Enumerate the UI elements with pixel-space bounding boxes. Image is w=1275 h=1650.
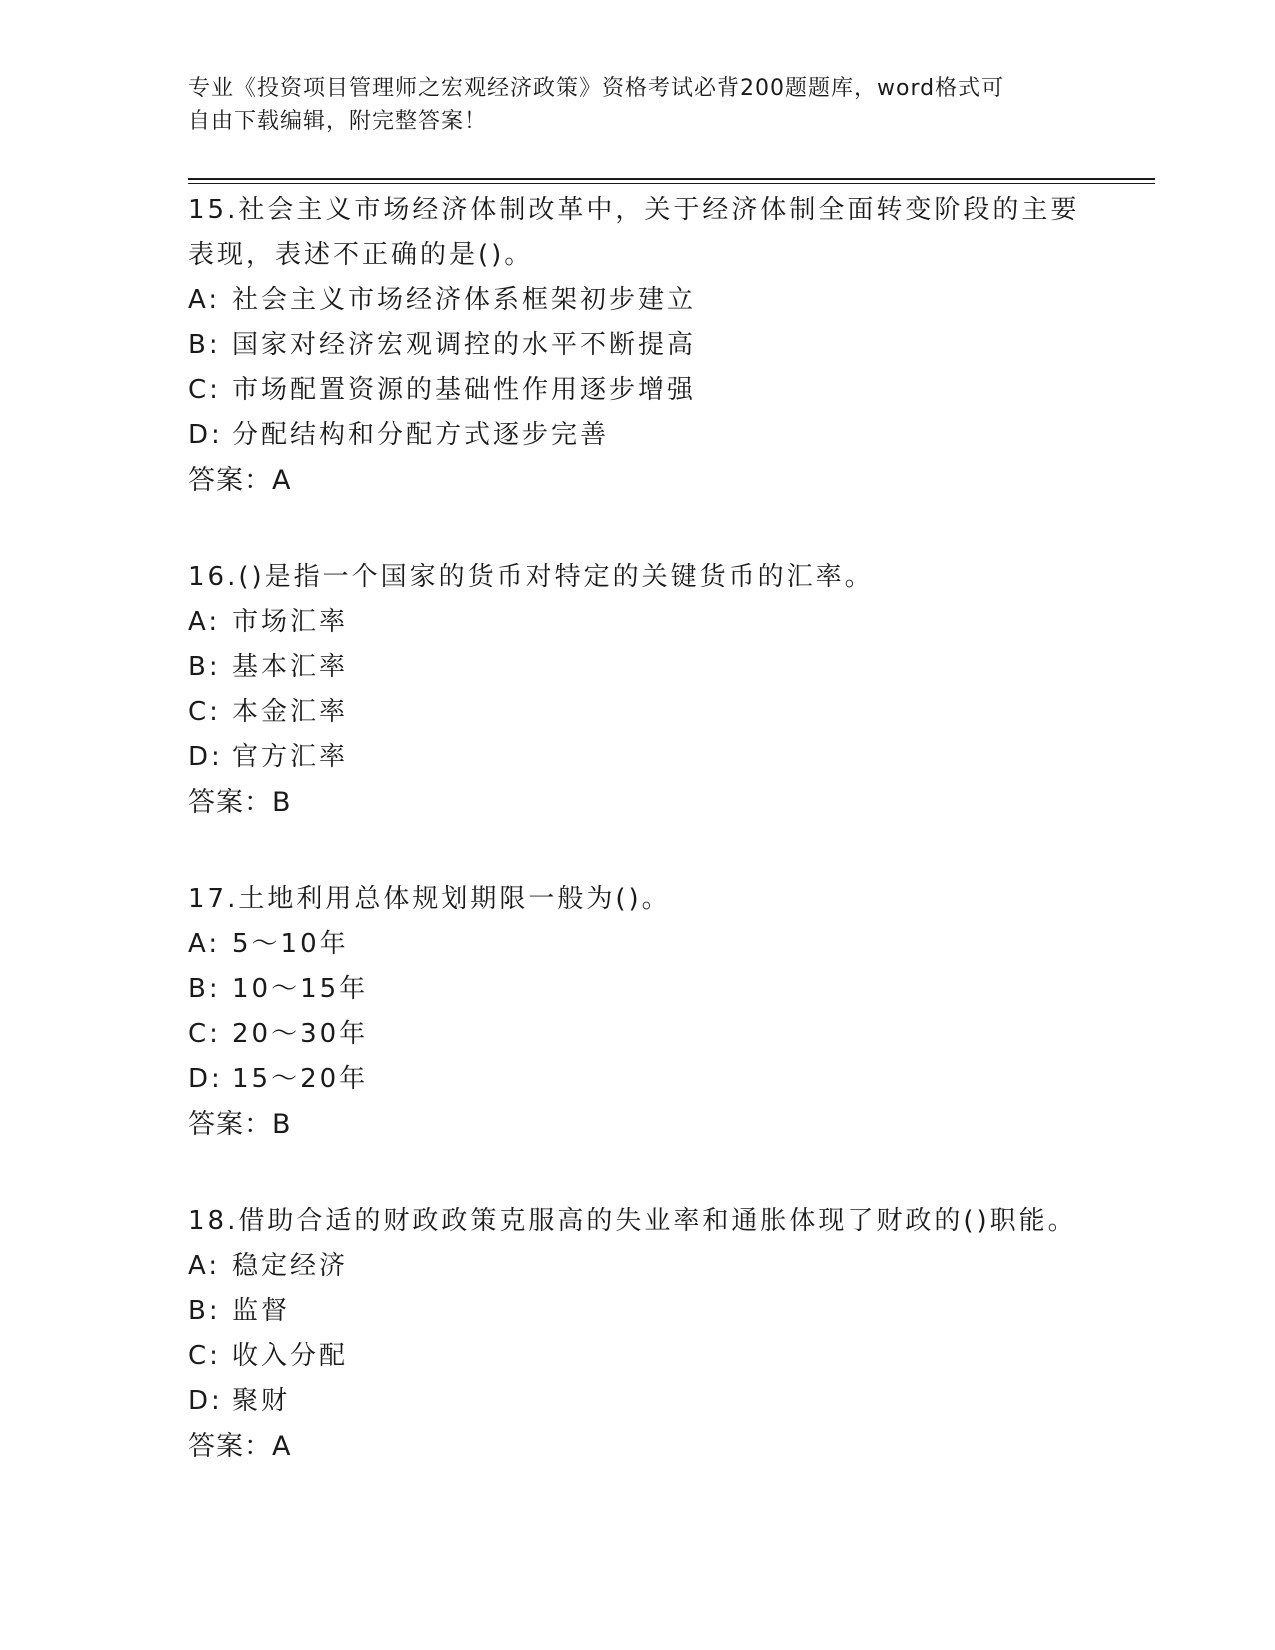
option-text: 市场配置资源的基础性作用逐步增强	[232, 375, 697, 405]
answer-value: A	[272, 1431, 292, 1462]
option-text: 20～30年	[232, 1019, 369, 1049]
answer-option	[188, 690, 1118, 735]
option-text: 监督	[232, 1296, 291, 1326]
header-divider-thin	[188, 183, 1155, 184]
answer-line	[188, 1424, 1118, 1469]
answer-value: A	[272, 465, 292, 496]
option-key: C:	[188, 375, 221, 405]
option-key: A:	[188, 929, 221, 959]
header-line-2: 自由下载编辑，附完整答案！	[188, 109, 488, 134]
answer-label: 答案：	[188, 787, 272, 818]
answer-label: 答案：	[188, 1431, 272, 1462]
option-key: B:	[188, 330, 221, 360]
question-item	[188, 555, 1118, 825]
option-key: B:	[188, 1296, 221, 1326]
answer-line	[188, 458, 1118, 503]
answer-value: B	[272, 787, 292, 818]
question-item	[188, 188, 1118, 503]
question-text: 17.土地利用总体规划期限一般为()。	[188, 884, 671, 914]
option-key: A:	[188, 607, 221, 637]
answer-option	[188, 1244, 1118, 1289]
answer-option	[188, 413, 1118, 458]
question-text: 15.社会主义市场经济体制改革中，关于经济体制全面转变阶段的主要	[188, 195, 1080, 225]
option-key: B:	[188, 974, 221, 1004]
option-key: A:	[188, 1251, 221, 1281]
option-text: 聚财	[232, 1386, 291, 1416]
option-key: D:	[188, 1064, 223, 1094]
answer-line	[188, 780, 1118, 825]
answer-label: 答案：	[188, 465, 272, 496]
document-header	[188, 72, 1068, 138]
option-text: 分配结构和分配方式逐步完善	[232, 420, 610, 450]
option-text: 5～10年	[232, 929, 349, 959]
header-line-1: 专业《投资项目管理师之宏观经济政策》资格考试必背200题题库，word格式可	[188, 76, 1005, 101]
answer-option	[188, 1334, 1118, 1379]
answer-option	[188, 600, 1118, 645]
option-text: 收入分配	[232, 1341, 349, 1371]
answer-option	[188, 1012, 1118, 1057]
question-item	[188, 1199, 1118, 1469]
option-key: A:	[188, 285, 221, 315]
option-text: 官方汇率	[232, 742, 349, 772]
option-key: D:	[188, 420, 223, 450]
answer-option	[188, 1379, 1118, 1424]
question-text: 表现，表述不正确的是()。	[188, 240, 534, 270]
answer-label: 答案：	[188, 1109, 272, 1140]
answer-option	[188, 1057, 1118, 1102]
answer-option	[188, 735, 1118, 780]
option-key: B:	[188, 652, 221, 682]
question-text: 16.()是指一个国家的货币对特定的关键货币的汇率。	[188, 562, 874, 592]
answer-option	[188, 1289, 1118, 1334]
answer-option	[188, 323, 1118, 368]
answer-option	[188, 967, 1118, 1012]
header-divider-thick	[188, 178, 1155, 180]
question-list	[188, 188, 1118, 1521]
option-key: C:	[188, 1341, 221, 1371]
option-key: D:	[188, 742, 223, 772]
option-text: 15～20年	[232, 1064, 369, 1094]
answer-option	[188, 368, 1118, 413]
answer-option	[188, 278, 1118, 323]
option-key: C:	[188, 1019, 221, 1049]
option-text: 国家对经济宏观调控的水平不断提高	[232, 330, 697, 360]
option-text: 基本汇率	[232, 652, 349, 682]
answer-option	[188, 922, 1118, 967]
option-key: C:	[188, 697, 221, 727]
answer-value: B	[272, 1109, 292, 1140]
option-text: 市场汇率	[232, 607, 349, 637]
option-text: 10～15年	[232, 974, 369, 1004]
option-text: 社会主义市场经济体系框架初步建立	[232, 285, 697, 315]
answer-option	[188, 645, 1118, 690]
question-text: 18.借助合适的财政政策克服高的失业率和通胀体现了财政的()职能。	[188, 1206, 1077, 1236]
option-text: 本金汇率	[232, 697, 349, 727]
question-item	[188, 877, 1118, 1147]
option-text: 稳定经济	[232, 1251, 349, 1281]
option-key: D:	[188, 1386, 223, 1416]
answer-line	[188, 1102, 1118, 1147]
